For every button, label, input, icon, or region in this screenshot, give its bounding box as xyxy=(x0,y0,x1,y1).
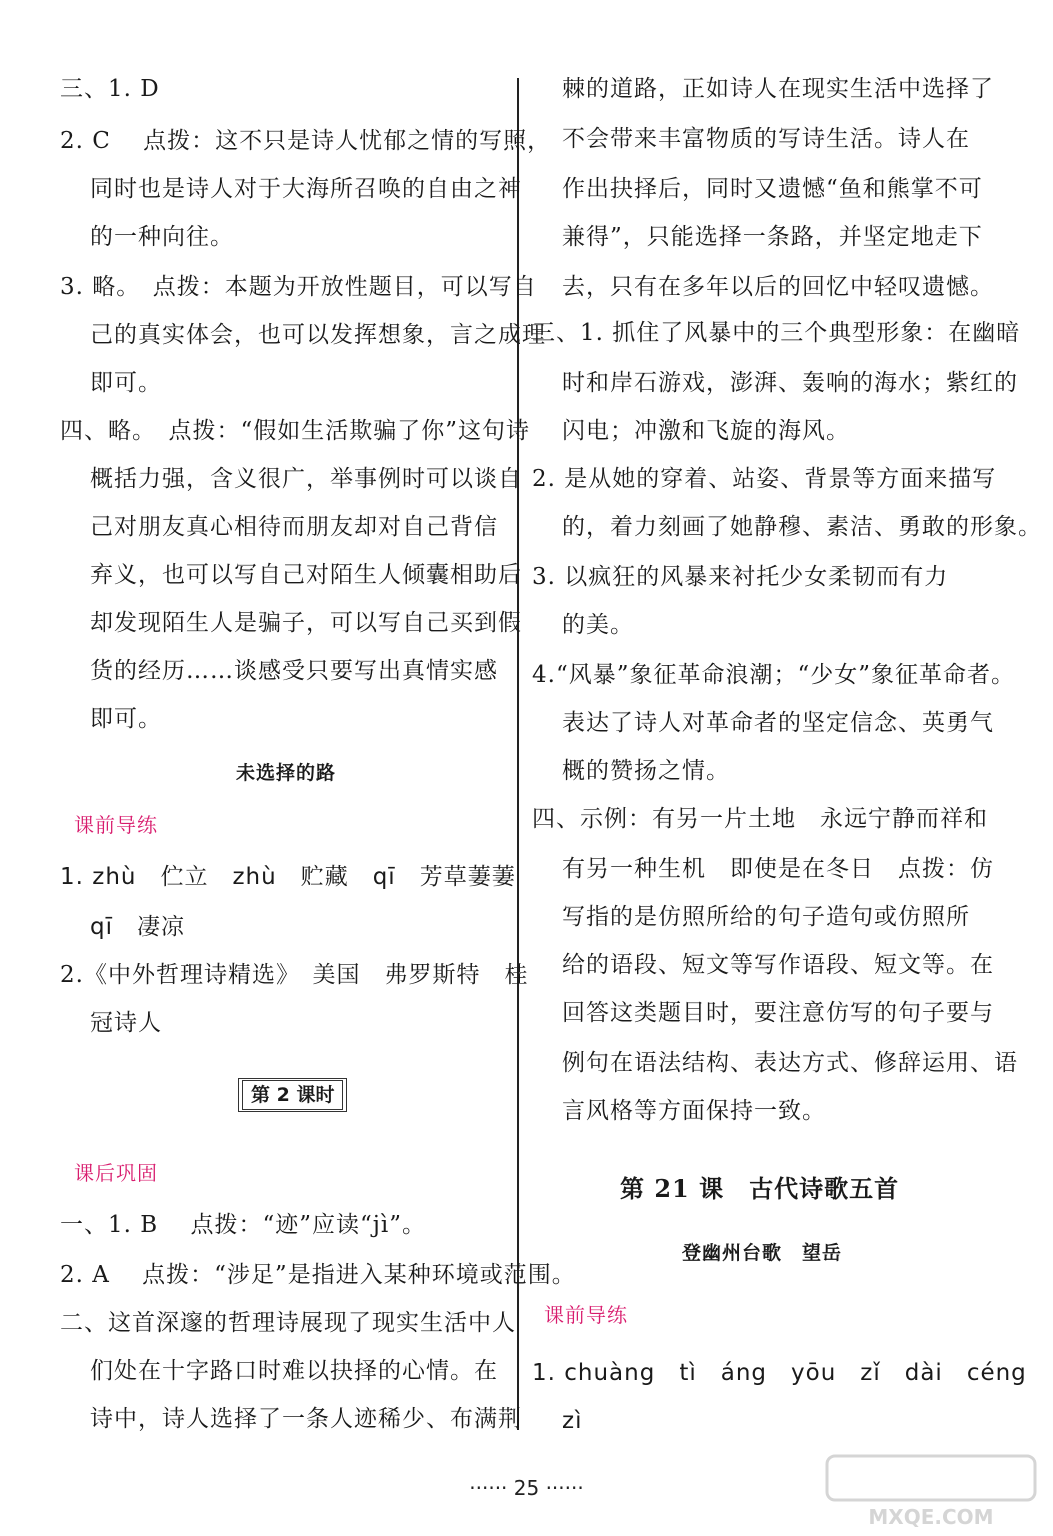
answer-line: 的，着力刻画了她静穆、素洁、勇敢的形象。 xyxy=(562,514,1042,540)
lesson-period-box xyxy=(238,1078,347,1112)
answer-line: 2.《中外哲理诗精选》 美国 弗罗斯特 桂 xyxy=(60,962,529,988)
answer-line: 2. A 点拨：“涉足”是指进入某种环境或范围。 xyxy=(60,1262,576,1288)
answer-line: 2. 是从她的穿着、站姿、背景等方面来描写 xyxy=(532,466,997,492)
answer-line: 不会带来丰富物质的写诗生活。诗人在 xyxy=(562,126,970,152)
answer-line: 概括力强，含义很广，举事例时可以谈自 xyxy=(90,466,522,492)
answer-line: 们处在十字路口时难以抉择的心情。在 xyxy=(90,1358,498,1384)
answer-line: 弃义，也可以写自己对陌生人倾囊相助后 xyxy=(90,562,522,588)
answer-line: 写指的是仿照所给的句子造句或仿照所 xyxy=(562,904,970,930)
answer-line: 2. C 点拨：这不只是诗人忧郁之情的写照， xyxy=(60,128,552,154)
lesson-period-label: 第 2 课时 xyxy=(242,1080,343,1110)
answer-line: 棘的道路，正如诗人在现实生活中选择了 xyxy=(562,76,994,102)
answer-line: 时和岸石游戏，澎湃、轰响的海水；紫红的 xyxy=(562,370,1018,396)
answer-line: 诗中，诗人选择了一条人迹稀少、布满荆 xyxy=(90,1406,522,1432)
answer-line: 概的赞扬之情。 xyxy=(562,758,730,784)
subsection-label: 课后巩固 xyxy=(74,1161,158,1185)
answer-line: 3. 以疯狂的风暴来衬托少女柔韧而有力 xyxy=(532,564,949,590)
answer-line: 1. chuàng tì áng yōu zǐ dài céng xyxy=(532,1360,1027,1386)
subsection-label: 课前导练 xyxy=(544,1303,628,1327)
answer-line: 兼得”，只能选择一条路，并坚定地走下 xyxy=(562,224,983,250)
answer-line: 回答这类题目时，要注意仿写的句子要与 xyxy=(562,1000,994,1026)
answer-line: 冠诗人 xyxy=(90,1010,162,1036)
answer-line: 例句在语法结构、表达方式、修辞运用、语 xyxy=(562,1050,1018,1076)
answer-line: 货的经历……谈感受只要写出真情实感 xyxy=(90,658,498,684)
answer-line: 却发现陌生人是骗子，可以写自己买到假 xyxy=(90,610,522,636)
answer-line: 去，只有在多年以后的回忆中轻叹遗憾。 xyxy=(562,274,994,300)
answer-line: 即可。 xyxy=(90,370,162,396)
answer-line: 的美。 xyxy=(562,612,634,638)
page-number: ······ 25 ······ xyxy=(469,1476,584,1500)
answer-line: 表达了诗人对革命者的坚定信念、英勇气 xyxy=(562,710,994,736)
answer-line: qī 凄凉 xyxy=(90,914,185,940)
answer-line: 一、1. B 点拨：“迹”应读“jì”。 xyxy=(60,1212,426,1238)
answer-line: 作出抉择后，同时又遗憾“鱼和熊掌不可 xyxy=(562,176,983,202)
section-heading: 未选择的路 xyxy=(235,762,336,784)
poem-titles: 登幽州台歌 望岳 xyxy=(681,1242,842,1264)
answer-line: 1. zhù 伫立 zhù 贮藏 qī 芳草萋萋 xyxy=(60,864,516,890)
lesson-title: 第 21 课 古代诗歌五首 xyxy=(620,1174,900,1203)
watermark-text: MXQE.COM xyxy=(868,1505,994,1529)
answer-line: 己对朋友真心相待而朋友却对自己背信 xyxy=(90,514,498,540)
answer-line: 3. 略。 点拨：本题为开放性题目，可以写自 xyxy=(60,274,537,300)
answer-line: 4.“风暴”象征革命浪潮；“少女”象征革命者。 xyxy=(532,662,1015,688)
answer-line: 二、这首深邃的哲理诗展现了现实生活中人 xyxy=(60,1310,516,1336)
answer-line: 闪电；冲激和飞旋的海风。 xyxy=(562,418,850,444)
answer-line: 三、1. D xyxy=(60,76,160,102)
watermark-logo xyxy=(821,1450,1041,1530)
answer-line: 给的语段、短文等写作语段、短文等。在 xyxy=(562,952,994,978)
answer-line: 言风格等方面保持一致。 xyxy=(562,1098,826,1124)
answer-line: zì xyxy=(562,1408,583,1434)
answer-line: 己的真实体会，也可以发挥想象，言之成理 xyxy=(90,322,546,348)
subsection-label: 课前导练 xyxy=(74,813,158,837)
answer-line: 同时也是诗人对于大海所召唤的自由之神 xyxy=(90,176,522,202)
answer-line: 有另一种生机 即使是在冬日 点拨：仿 xyxy=(562,856,994,882)
answer-line: 即可。 xyxy=(90,706,162,732)
answer-line: 的一种向往。 xyxy=(90,224,234,250)
answer-line: 四、略。 点拨：“假如生活欺骗了你”这句诗 xyxy=(60,418,531,444)
answer-line: 三、1. 抓住了风暴中的三个典型形象：在幽暗 xyxy=(532,320,1021,346)
answer-line: 四、示例：有另一片土地 永远宁静而祥和 xyxy=(532,806,988,832)
